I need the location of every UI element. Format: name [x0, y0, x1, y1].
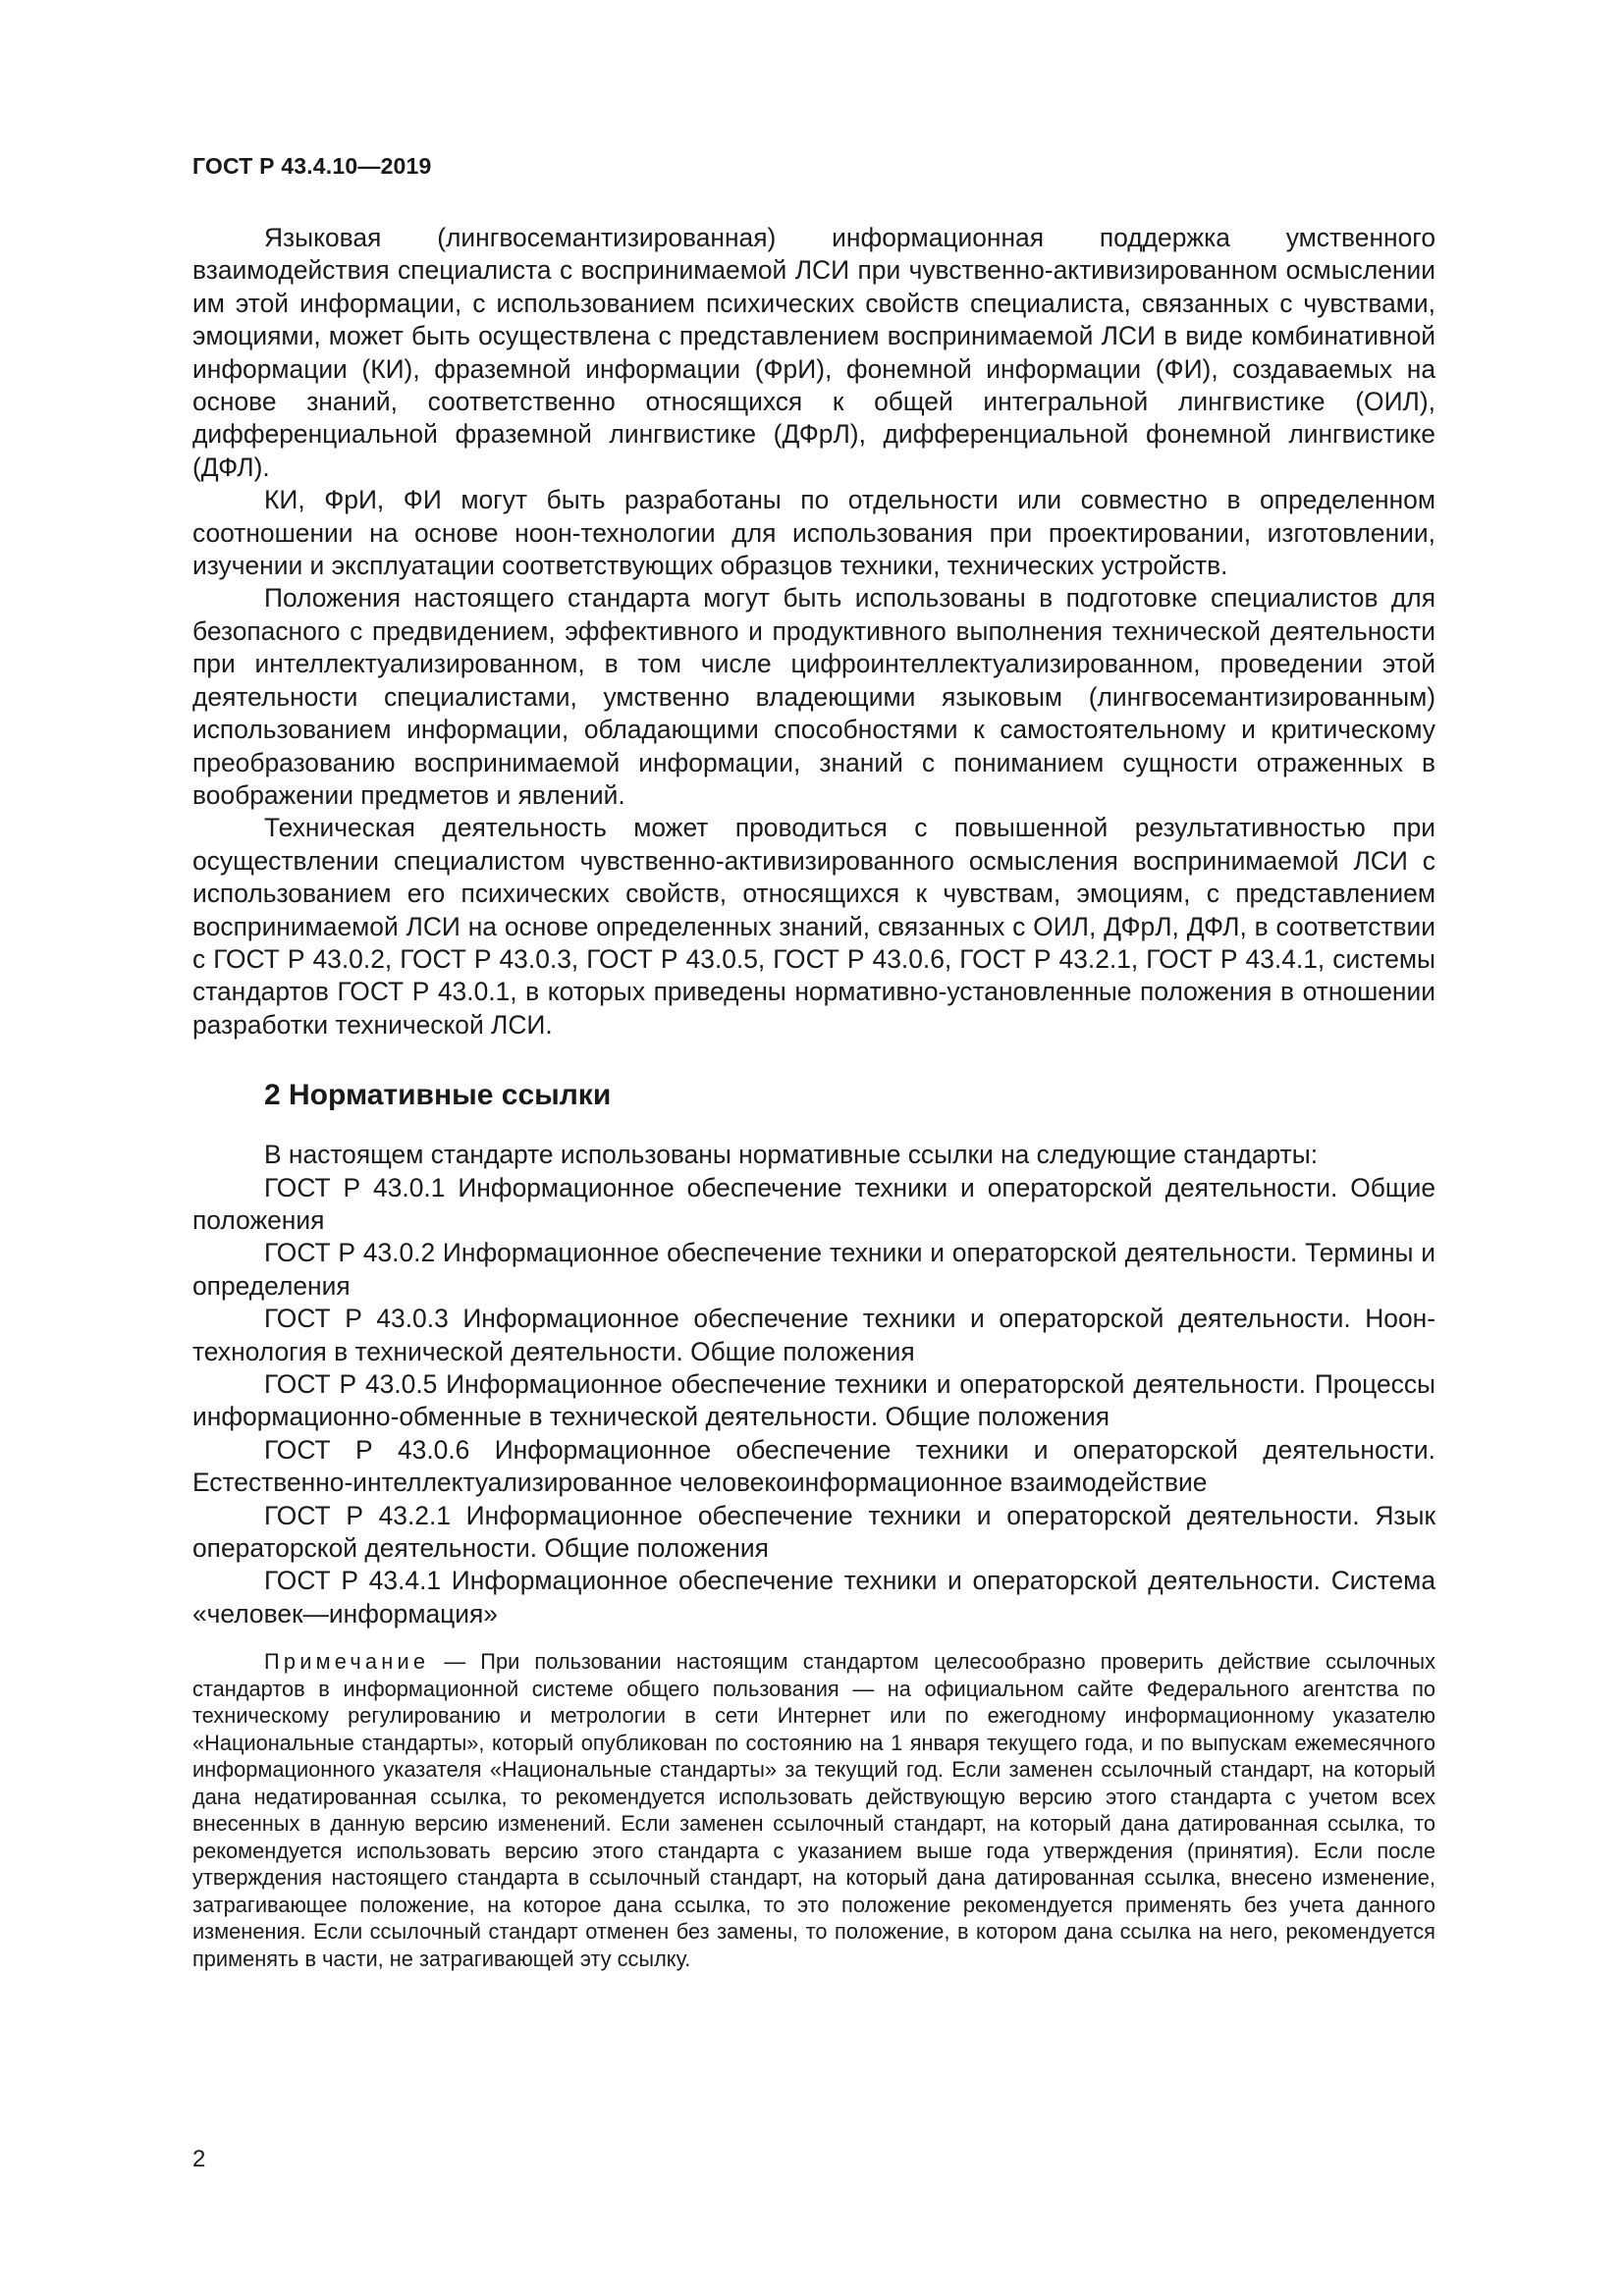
reference-item: ГОСТ Р 43.0.1 Информационное обеспечение техники и операторской деятельности. Общие положения [192, 1172, 1435, 1235]
reference-item: ГОСТ Р 43.2.1 Информационное обеспечение техники и операторской деятельности. Язык операторской деятельности. Общие положения [192, 1500, 1435, 1564]
document-header: ГОСТ Р 43.4.10—2019 [192, 153, 432, 179]
document-body [192, 222, 1435, 1972]
reference-item: ГОСТ Р 43.0.5 Информационное обеспечение техники и операторской деятельности. Процессы информационно-обменные в технической деятельности. Общие положения [192, 1369, 1435, 1432]
note-text: — При пользовании настоящим стандартом целесообразно проверить действие ссылочных стандартов в информационной системе общего пользования — на официальном сайте Федерального агентства по техническому регулированию и метрологии в сети Интернет или по ежегодному информационному указателю «Национальные стандарты», который опубликован по состоянию на 1 января текущего года, и по выпускам ежемесячного информационного указателя «Национальные стандарты» за текущий год. Если заменен ссылочный стандарт, на который дана недатированная ссылка, то рекомендуется использовать действующую версию этого стандарта с учетом всех внесенных в данную версию изменений. Если заменен ссылочный стандарт, на который дана датированная ссылка, то рекомендуется использовать версию этого стандарта с указанием выше года утверждения (принятия). Если после утверждения настоящего стандарта в ссылочный стандарт, на который дана датированная ссылка, внесено изменение, затрагивающее положение, на которое дана ссылка, то это положение рекомендуется применять без учета данного изменения. Если ссылочный стандарт отменен без замены, то положение, в котором дана ссылка на него, рекомендуется применять в части, не затрагивающей эту ссылку. [192, 1649, 1435, 1971]
reference-item: ГОСТ Р 43.4.1 Информационное обеспечение техники и операторской деятельности. Система «человек—информация» [192, 1566, 1435, 1629]
reference-item: ГОСТ Р 43.0.2 Информационное обеспечение техники и операторской деятельности. Термины и определения [192, 1238, 1435, 1301]
intro-paragraph-3: Положения настоящего стандарта могут быть использованы в подготовке специалистов для безопасного с предвидением, эффективного и продуктивного выполнения технической деятельности при интеллектуализированном, в том числе цифроинтеллектуализированном, проведении этой деятельности специалистами, умственно владеющими языковым (лингвосемантизированным) использованием информации, обладающими способностями к самостоятельному и критическому преобразованию воспринимаемой информации, знаний с пониманием сущности отраженных в воображении предметов и явлений. [192, 583, 1435, 810]
intro-paragraph-2: КИ, ФрИ, ФИ могут быть разработаны по отдельности или совместно в определенном соотношении на основе ноон-технологии для использования при проектировании, изготовлении, изучении и эксплуатации соответствующих образцов техники, технических устройств. [192, 485, 1435, 581]
references-intro: В настоящем стандарте использованы нормативные ссылки на следующие стандарты: [264, 1140, 1319, 1170]
section-2-title: 2 Нормативные ссылки [264, 1079, 612, 1112]
intro-paragraph-4: Техническая деятельность может проводиться с повышенной результативностью при осуществлении специалистом чувственно-активизированного осмысления воспринимаемой ЛСИ с использованием его психических свойств, относящихся к чувствам, эмоциям, с представлением воспринимаемой ЛСИ на основе определенных знаний, связанных с ОИЛ, ДФрЛ, ДФЛ, в соответствии с ГОСТ Р 43.0.2, ГОСТ Р 43.0.3, ГОСТ Р 43.0.5, ГОСТ Р 43.0.6, ГОСТ Р 43.2.1, ГОСТ Р 43.4.1, системы стандартов ГОСТ Р 43.0.1, в которых приведены нормативно-установленные положения в отношении разработки технической ЛСИ. [192, 813, 1435, 1040]
intro-paragraph-1: Языковая (лингвосемантизированная) информационная поддержка умственного взаимодействия специалиста с воспринимаемой ЛСИ при чувственно-активизированном осмыслении им этой информации, с использованием психических свойств специалиста, связанных с чувствами, эмоциями, может быть осуществлена с представлением воспринимаемой ЛСИ в виде комбинативной информации (КИ), фраземной информации (ФрИ), фонемной информации (ФИ), создаваемых на основе знаний, соответственно относящихся к общей интегральной лингвистике (ОИЛ), дифференциальной фраземной лингвистике (ДФрЛ), дифференциальной фонемной лингвистике (ДФЛ). [192, 223, 1435, 482]
note-paragraph [192, 1648, 1435, 1972]
note-label: Примечание [264, 1649, 430, 1675]
reference-item: ГОСТ Р 43.0.6 Информационное обеспечение техники и операторской деятельности. Естественно-интеллектуализированное человекоинформационное взаимодействие [192, 1434, 1435, 1498]
reference-item: ГОСТ Р 43.0.3 Информационное обеспечение техники и операторской деятельности. Ноон-технология в технической деятельности. Общие положения [192, 1304, 1435, 1366]
page-number: 2 [192, 2146, 206, 2172]
